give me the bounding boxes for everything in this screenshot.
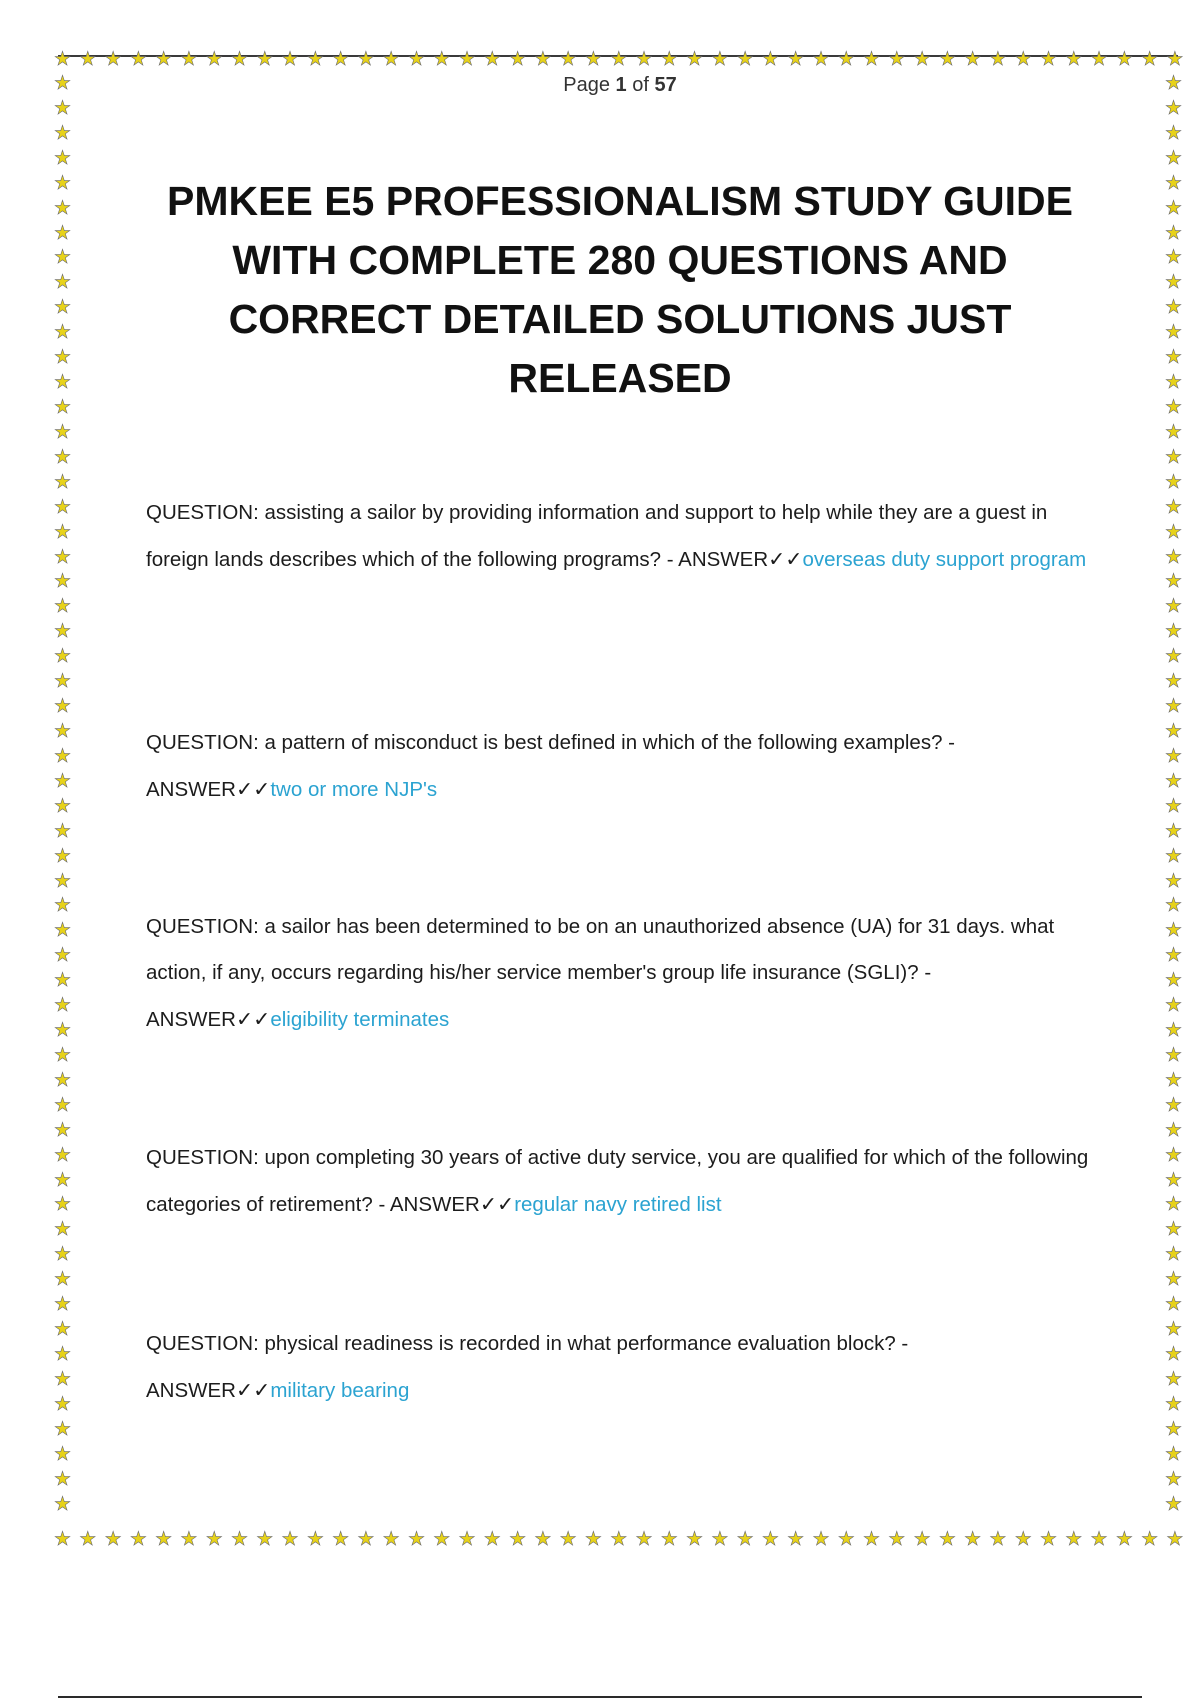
- star-icon: ★: [964, 1528, 982, 1550]
- star-icon: ★: [1165, 994, 1183, 1017]
- star-icon: ★: [1165, 1068, 1183, 1091]
- star-icon: ★: [54, 72, 72, 94]
- star-icon: ★: [1090, 48, 1108, 70]
- star-icon: ★: [610, 48, 628, 70]
- star-icon: ★: [711, 48, 729, 70]
- star-icon: ★: [812, 1528, 830, 1550]
- star-icon: ★: [54, 520, 72, 543]
- star-icon: ★: [54, 1093, 72, 1116]
- star-icon: ★: [1165, 420, 1183, 443]
- star-icon: ★: [54, 1068, 72, 1091]
- star-icon: ★: [1165, 495, 1183, 518]
- star-icon: ★: [79, 48, 97, 70]
- star-icon: ★: [54, 1268, 72, 1291]
- star-icon: ★: [1141, 1528, 1159, 1550]
- star-icon: ★: [1165, 545, 1183, 568]
- star-icon: ★: [1165, 844, 1183, 867]
- star-border-top: [54, 50, 1184, 69]
- star-icon: ★: [281, 1528, 299, 1550]
- star-icon: ★: [54, 994, 72, 1017]
- star-icon: ★: [54, 1218, 72, 1241]
- star-icon: ★: [1165, 1492, 1183, 1515]
- star-icon: ★: [1165, 1243, 1183, 1266]
- star-icon: ★: [736, 1528, 754, 1550]
- star-icon: ★: [407, 1528, 425, 1550]
- star-icon: ★: [54, 595, 72, 618]
- star-icon: ★: [635, 48, 653, 70]
- qa-item: [146, 1135, 1096, 1228]
- star-icon: ★: [54, 395, 72, 418]
- star-icon: ★: [54, 1492, 72, 1515]
- answer-text: regular navy retired list: [514, 1193, 722, 1216]
- star-border-left: [54, 74, 71, 1514]
- answer-text: two or more NJP's: [270, 778, 438, 801]
- star-icon: ★: [584, 48, 602, 70]
- answer-text: overseas duty support program: [802, 548, 1087, 571]
- star-icon: ★: [54, 844, 72, 867]
- star-icon: ★: [837, 48, 855, 70]
- star-icon: ★: [888, 1528, 906, 1550]
- star-icon: ★: [761, 48, 779, 70]
- star-icon: ★: [1090, 1528, 1108, 1550]
- star-icon: ★: [230, 48, 249, 70]
- star-icon: ★: [332, 48, 350, 70]
- star-icon: ★: [1165, 1392, 1183, 1415]
- star-icon: ★: [54, 1193, 72, 1216]
- star-icon: ★: [1165, 1043, 1183, 1066]
- star-icon: ★: [812, 48, 830, 70]
- star-icon: ★: [913, 48, 931, 70]
- star-icon: ★: [54, 171, 72, 194]
- star-icon: ★: [54, 196, 72, 219]
- check-icon: ✓✓: [235, 1378, 271, 1402]
- page-of-label: of: [632, 74, 649, 96]
- check-icon: ✓✓: [768, 547, 803, 571]
- star-icon: ★: [610, 1528, 628, 1550]
- star-icon: ★: [964, 48, 982, 70]
- star-icon: ★: [1165, 72, 1183, 94]
- star-icon: ★: [129, 1528, 147, 1550]
- star-icon: ★: [54, 769, 72, 792]
- star-icon: ★: [1165, 1343, 1183, 1366]
- star-icon: ★: [483, 1528, 501, 1550]
- star-icon: ★: [54, 1467, 72, 1490]
- answer-text: eligibility terminates: [270, 1008, 450, 1031]
- star-icon: ★: [54, 321, 72, 344]
- star-icon: ★: [54, 146, 72, 169]
- star-icon: ★: [1014, 1528, 1032, 1550]
- star-icon: ★: [1039, 48, 1058, 70]
- star-icon: ★: [1165, 1168, 1183, 1191]
- star-icon: ★: [509, 48, 527, 70]
- star-icon: ★: [1165, 719, 1183, 742]
- star-icon: ★: [54, 1367, 72, 1390]
- star-icon: ★: [1165, 919, 1183, 942]
- star-icon: ★: [686, 1528, 704, 1550]
- star-icon: ★: [54, 1243, 72, 1266]
- star-icon: ★: [54, 894, 72, 917]
- star-icon: ★: [357, 48, 375, 70]
- star-icon: ★: [1065, 1528, 1083, 1550]
- star-icon: ★: [54, 570, 72, 593]
- star-icon: ★: [1165, 96, 1183, 119]
- star-icon: ★: [54, 719, 72, 742]
- star-icon: ★: [54, 1392, 72, 1415]
- star-icon: ★: [989, 1528, 1007, 1550]
- star-icon: ★: [1165, 645, 1183, 668]
- star-icon: ★: [382, 48, 400, 70]
- star-icon: ★: [54, 296, 72, 319]
- star-icon: ★: [888, 48, 906, 70]
- star-icon: ★: [1165, 1019, 1183, 1042]
- star-icon: ★: [54, 420, 72, 443]
- star-icon: ★: [1165, 346, 1183, 369]
- star-icon: ★: [1165, 744, 1183, 767]
- star-icon: ★: [1165, 570, 1183, 593]
- star-icon: ★: [104, 1528, 122, 1550]
- star-icon: ★: [54, 1043, 72, 1066]
- star-icon: ★: [1165, 944, 1183, 967]
- star-icon: ★: [1165, 969, 1183, 992]
- qa-item: [146, 720, 1096, 813]
- star-icon: ★: [458, 48, 476, 70]
- star-icon: ★: [54, 1318, 72, 1341]
- star-icon: ★: [1165, 1268, 1183, 1291]
- star-icon: ★: [509, 1528, 527, 1550]
- star-icon: ★: [54, 1417, 72, 1440]
- star-icon: ★: [306, 1528, 324, 1550]
- star-icon: ★: [837, 1528, 855, 1550]
- star-icon: ★: [711, 1528, 729, 1550]
- star-icon: ★: [1165, 869, 1183, 892]
- star-icon: ★: [913, 1528, 931, 1550]
- star-icon: ★: [1165, 196, 1183, 219]
- star-icon: ★: [989, 48, 1007, 70]
- star-icon: ★: [1115, 48, 1133, 70]
- star-icon: ★: [1165, 1293, 1183, 1316]
- qa-item: [146, 904, 1096, 1043]
- qa-item: [146, 490, 1096, 583]
- star-icon: ★: [1165, 221, 1183, 244]
- star-icon: ★: [54, 744, 72, 767]
- qa-item: [146, 1321, 1096, 1414]
- star-icon: ★: [433, 48, 451, 70]
- star-border-right: [1165, 74, 1182, 1514]
- star-icon: ★: [54, 1442, 72, 1465]
- star-icon: ★: [1165, 1442, 1183, 1465]
- star-icon: ★: [54, 495, 72, 518]
- star-icon: ★: [54, 794, 72, 817]
- question-text: QUESTION: a sailor has been determined to be on an unauthorized absence (UA) for 31 days. what action, if any, occurs regarding his/her service member's group life insurance (SGLI)? - ANSWER: [146, 915, 1055, 1031]
- star-icon: ★: [1065, 48, 1083, 70]
- star-icon: ★: [1165, 595, 1183, 618]
- star-icon: ★: [1165, 1193, 1183, 1216]
- star-icon: ★: [458, 1528, 476, 1550]
- star-icon: ★: [357, 1528, 375, 1550]
- star-icon: ★: [54, 445, 72, 468]
- star-icon: ★: [54, 271, 72, 294]
- star-icon: ★: [559, 48, 577, 70]
- star-icon: ★: [1165, 470, 1183, 493]
- question-text: QUESTION: physical readiness is recorded in what performance evaluation block? - ANSWER: [146, 1332, 909, 1402]
- star-icon: ★: [433, 1528, 451, 1550]
- star-icon: ★: [205, 1528, 223, 1550]
- star-icon: ★: [205, 48, 223, 70]
- star-icon: ★: [382, 1528, 400, 1550]
- star-icon: ★: [54, 1019, 72, 1042]
- star-icon: ★: [54, 1293, 72, 1316]
- star-icon: ★: [736, 48, 754, 70]
- star-icon: ★: [54, 819, 72, 842]
- star-icon: ★: [584, 1528, 602, 1550]
- star-icon: ★: [1165, 321, 1183, 344]
- star-icon: ★: [180, 48, 198, 70]
- star-icon: ★: [1165, 1318, 1183, 1341]
- star-icon: ★: [1165, 171, 1183, 194]
- star-icon: ★: [54, 1168, 72, 1191]
- star-icon: ★: [54, 645, 72, 668]
- star-icon: ★: [534, 48, 552, 70]
- question-text: QUESTION: upon completing 30 years of active duty service, you are qualified for which of the following categories of retirement? - ANSWER: [146, 1146, 1089, 1216]
- star-icon: ★: [180, 1528, 198, 1550]
- star-icon: ★: [281, 48, 299, 70]
- star-icon: ★: [54, 944, 72, 967]
- star-icon: ★: [54, 670, 72, 693]
- star-icon: ★: [938, 48, 956, 70]
- star-icon: ★: [54, 470, 72, 493]
- star-icon: ★: [1165, 1218, 1183, 1241]
- check-icon: ✓✓: [479, 1192, 515, 1216]
- star-icon: ★: [1165, 121, 1183, 144]
- star-icon: ★: [863, 1528, 881, 1550]
- star-icon: ★: [534, 1528, 552, 1550]
- star-icon: ★: [635, 1528, 653, 1550]
- star-icon: ★: [1165, 445, 1183, 468]
- star-icon: ★: [230, 1528, 249, 1550]
- star-icon: ★: [256, 1528, 274, 1550]
- star-icon: ★: [332, 1528, 350, 1550]
- star-icon: ★: [54, 221, 72, 244]
- star-icon: ★: [104, 48, 122, 70]
- star-icon: ★: [306, 48, 324, 70]
- star-icon: ★: [1165, 1143, 1183, 1166]
- star-icon: ★: [1014, 48, 1032, 70]
- star-icon: ★: [54, 1528, 72, 1550]
- star-icon: ★: [407, 48, 425, 70]
- star-icon: ★: [54, 96, 72, 119]
- star-icon: ★: [1165, 271, 1183, 294]
- star-icon: ★: [1039, 1528, 1058, 1550]
- star-icon: ★: [1165, 1367, 1183, 1390]
- star-icon: ★: [1165, 695, 1183, 718]
- star-icon: ★: [54, 1143, 72, 1166]
- star-icon: ★: [54, 919, 72, 942]
- star-icon: ★: [1115, 1528, 1133, 1550]
- star-icon: ★: [483, 48, 501, 70]
- star-icon: ★: [54, 869, 72, 892]
- star-icon: ★: [54, 620, 72, 643]
- star-icon: ★: [1165, 1093, 1183, 1116]
- star-icon: ★: [761, 1528, 779, 1550]
- star-icon: ★: [559, 1528, 577, 1550]
- page-current: 1: [615, 74, 627, 96]
- star-icon: ★: [1165, 670, 1183, 693]
- star-icon: ★: [155, 1528, 173, 1550]
- star-icon: ★: [938, 1528, 956, 1550]
- bottom-page-rule: [58, 1696, 1142, 1698]
- star-icon: ★: [1165, 246, 1183, 269]
- page-total: 57: [654, 74, 677, 96]
- star-icon: ★: [1165, 620, 1183, 643]
- star-icon: ★: [1165, 1118, 1183, 1141]
- check-icon: ✓✓: [235, 1007, 271, 1031]
- star-icon: ★: [686, 48, 704, 70]
- question-text: QUESTION: a pattern of misconduct is best defined in which of the following examples? - ANSWER: [146, 731, 955, 801]
- document-title: PMKEE E5 PROFESSIONALISM STUDY GUIDE WITH COMPLETE 280 QUESTIONS AND CORRECT DETAILED SOLUTIONS JUST RELEASED: [167, 178, 1073, 401]
- star-icon: ★: [54, 121, 72, 144]
- star-icon: ★: [787, 1528, 805, 1550]
- star-icon: ★: [54, 1343, 72, 1366]
- star-icon: ★: [1166, 48, 1184, 70]
- check-icon: ✓✓: [235, 777, 271, 801]
- star-icon: ★: [1165, 794, 1183, 817]
- star-icon: ★: [54, 695, 72, 718]
- star-icon: ★: [660, 48, 678, 70]
- star-icon: ★: [787, 48, 805, 70]
- star-icon: ★: [54, 246, 72, 269]
- page-indicator: [0, 74, 1200, 97]
- star-icon: ★: [1165, 819, 1183, 842]
- star-icon: ★: [54, 969, 72, 992]
- star-icon: ★: [256, 48, 274, 70]
- star-icon: ★: [1166, 1528, 1184, 1550]
- star-icon: ★: [1165, 146, 1183, 169]
- star-icon: ★: [1165, 520, 1183, 543]
- star-icon: ★: [1165, 395, 1183, 418]
- star-icon: ★: [1165, 1467, 1183, 1490]
- star-icon: ★: [863, 48, 881, 70]
- star-icon: ★: [1165, 894, 1183, 917]
- star-icon: ★: [79, 1528, 97, 1550]
- answer-text: military bearing: [270, 1379, 410, 1402]
- star-icon: ★: [54, 545, 72, 568]
- star-icon: ★: [1165, 1417, 1183, 1440]
- star-border-bottom: [54, 1530, 1184, 1549]
- star-icon: ★: [54, 346, 72, 369]
- star-icon: ★: [1141, 48, 1159, 70]
- star-icon: ★: [155, 48, 173, 70]
- star-icon: ★: [1165, 296, 1183, 319]
- star-icon: ★: [54, 1118, 72, 1141]
- star-icon: ★: [129, 48, 147, 70]
- star-icon: ★: [660, 1528, 678, 1550]
- star-icon: ★: [1165, 371, 1183, 394]
- page-label: Page: [563, 74, 610, 96]
- question-text: QUESTION: assisting a sailor by providing information and support to help while they are a guest in foreign lands describes which of the following programs? - ANSWER: [146, 501, 1048, 571]
- star-icon: ★: [54, 371, 72, 394]
- star-icon: ★: [1165, 769, 1183, 792]
- star-icon: ★: [54, 48, 72, 70]
